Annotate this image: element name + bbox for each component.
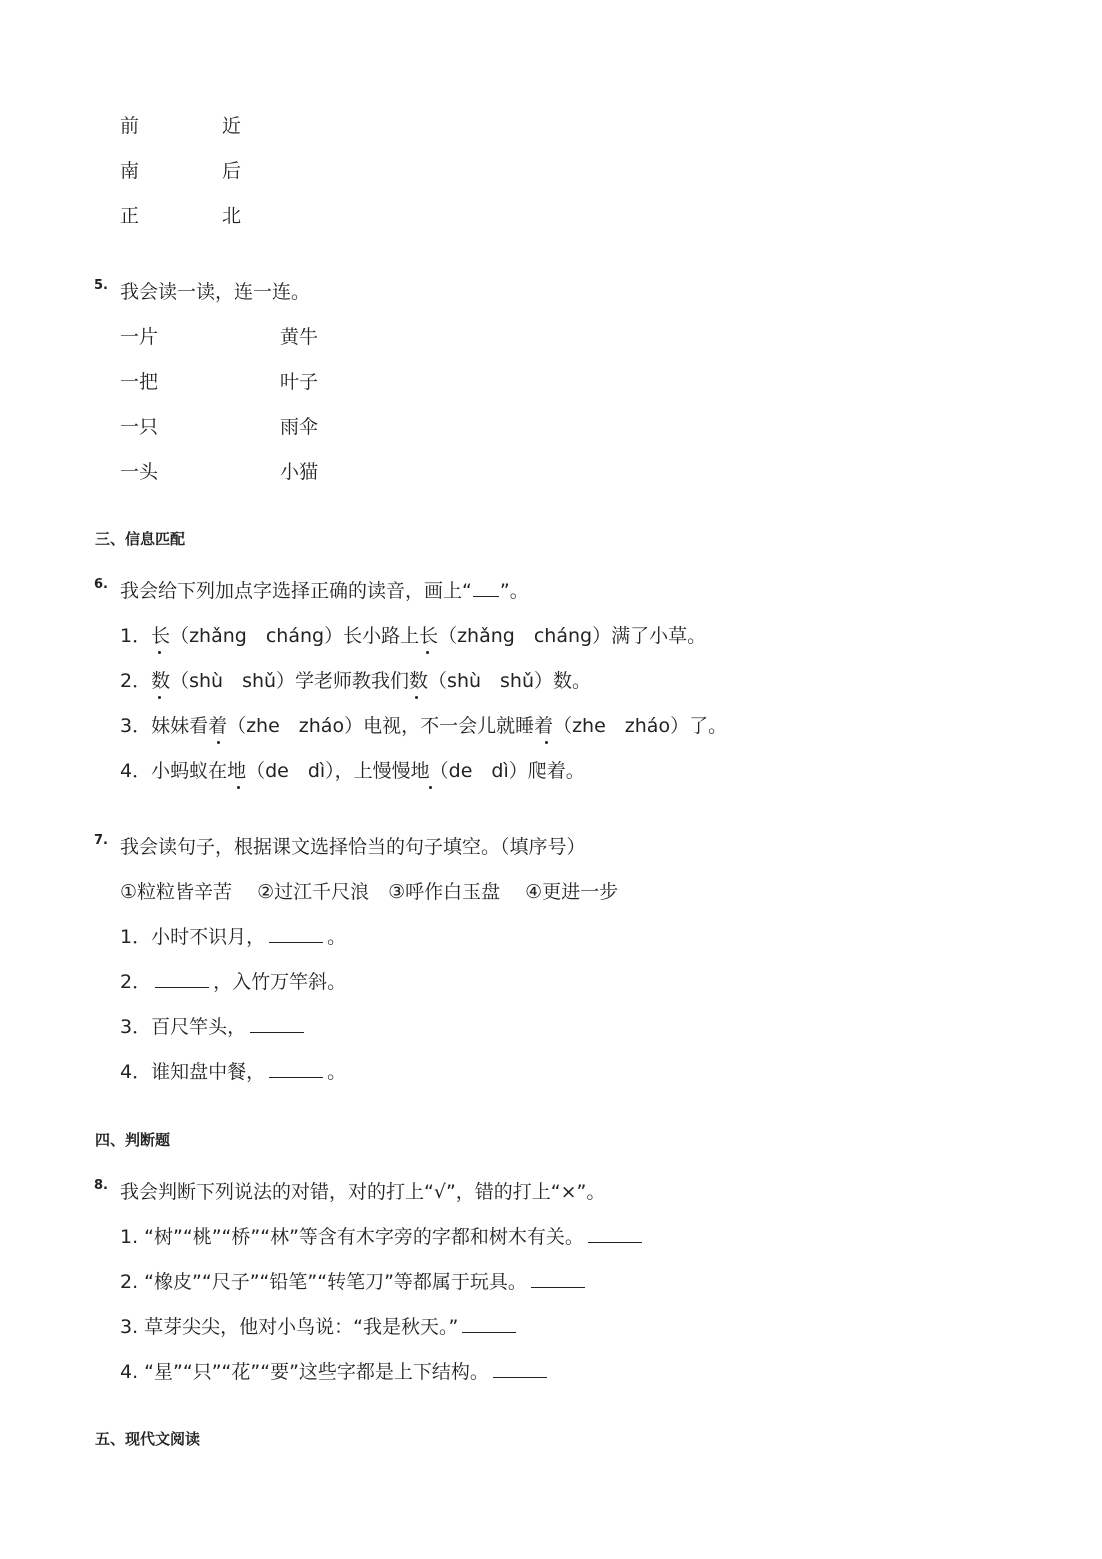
q8-item-1-text: 1. “树”“桃”“桥”“林”等含有木字旁的字都和树木有关。: [120, 1226, 584, 1248]
q8-prompt: 我会判断下列说法的对错，对的打上“√”，错的打上“×”。: [120, 1181, 606, 1203]
section-3-title: 三、信息匹配: [95, 530, 186, 548]
q8-item-4-text: 4. “星”“只”“花”“要”这些字都是上下结构。: [120, 1361, 489, 1383]
q7-item-1: [120, 925, 346, 949]
section-5-title: 五、现代文阅读: [95, 1430, 201, 1448]
q6-prompt-post: ”。: [499, 580, 529, 602]
q5-right-2: 叶子: [280, 371, 319, 393]
q7-item-4-end: 。: [327, 1061, 347, 1083]
emphasis-dot: [158, 696, 161, 699]
q7-item-3: [120, 1015, 308, 1039]
q8-item-1: [120, 1225, 646, 1249]
emphasis-dot: [429, 786, 432, 789]
q7-item-4-blank[interactable]: [269, 1075, 323, 1078]
q7-item-2-text: 2．: [120, 971, 152, 993]
q6-number: 6.: [94, 577, 108, 592]
q6-item-4: 4．小蚂蚁在地（de dì），上慢慢地（de dì）爬着。: [120, 760, 585, 782]
emphasis-dot: [158, 651, 161, 654]
emphasis-dot: [217, 741, 220, 744]
q4-left-2: 南: [120, 160, 140, 182]
q6-prompt-pre: 我会给下列加点字选择正确的读音，画上“: [120, 580, 472, 602]
q8-item-2-text: 2. “橡皮”“尺子”“铅笔”“转笔刀”等都属于玩具。: [120, 1271, 527, 1293]
q5-right-4: 小猫: [280, 461, 319, 483]
q6-prompt: [120, 579, 529, 603]
q8-item-4: [120, 1360, 551, 1384]
q7-item-1-blank[interactable]: [269, 940, 323, 943]
q5-left-1: 一片: [120, 326, 159, 348]
section-4-title: 四、判断题: [95, 1131, 171, 1149]
q5-prompt: 我会读一读，连一连。: [120, 281, 311, 303]
q4-left-3: 正: [120, 205, 140, 227]
q8-item-3: [120, 1315, 520, 1339]
emphasis-dot: [545, 741, 548, 744]
q5-left-4: 一头: [120, 461, 159, 483]
q7-options: ①粒粒皆辛苦 ②过江千尺浪 ③呼作白玉盘 ④更进一步: [120, 881, 619, 903]
q5-number: 5.: [94, 278, 108, 293]
q8-number: 8.: [94, 1178, 108, 1193]
q6-item-3: 3．妹妹看着（zhe zháo）电视，不一会儿就睡着（zhe zháo）了。: [120, 715, 728, 737]
q7-item-3-blank[interactable]: [250, 1030, 304, 1033]
q6-prompt-blank: [473, 594, 499, 597]
emphasis-dot: [415, 696, 418, 699]
q5-left-2: 一把: [120, 371, 159, 393]
q8-item-2: [120, 1270, 589, 1294]
q8-item-2-blank[interactable]: [531, 1285, 585, 1288]
q4-left-1: 前: [120, 115, 140, 137]
q8-item-1-blank[interactable]: [588, 1240, 642, 1243]
q6-item-1: 1．长（zhǎng cháng）长小路上长（zhǎng cháng）满了小草。: [120, 625, 707, 647]
q5-left-3: 一只: [120, 416, 159, 438]
q4-right-1: 近: [222, 115, 242, 137]
q7-item-4-text: 4．谁知盘中餐，: [120, 1061, 266, 1083]
q7-item-3-text: 3．百尺竿头，: [120, 1016, 247, 1038]
q7-item-4: [120, 1060, 346, 1084]
q5-right-1: 黄牛: [280, 326, 319, 348]
emphasis-dot: [237, 786, 240, 789]
q4-right-2: 后: [222, 160, 242, 182]
q7-number: 7.: [94, 833, 108, 848]
q7-item-2-blank[interactable]: [155, 985, 209, 988]
q4-right-3: 北: [222, 205, 242, 227]
q7-item-2: [120, 970, 346, 994]
q8-item-4-blank[interactable]: [493, 1375, 547, 1378]
q7-item-1-text: 1．小时不识月，: [120, 926, 266, 948]
q8-item-3-text: 3. 草芽尖尖，他对小鸟说：“我是秋天。”: [120, 1316, 459, 1338]
q7-item-2-end: ，入竹万竿斜。: [213, 971, 347, 993]
q5-right-3: 雨伞: [280, 416, 319, 438]
emphasis-dot: [426, 651, 429, 654]
q7-prompt: 我会读句子，根据课文选择恰当的句子填空。（填序号）: [120, 836, 586, 858]
q8-item-3-blank[interactable]: [462, 1330, 516, 1333]
q7-item-1-end: 。: [327, 926, 347, 948]
q6-item-2: 2．数（shù shǔ）学老师教我们数（shù shǔ）数。: [120, 670, 592, 692]
